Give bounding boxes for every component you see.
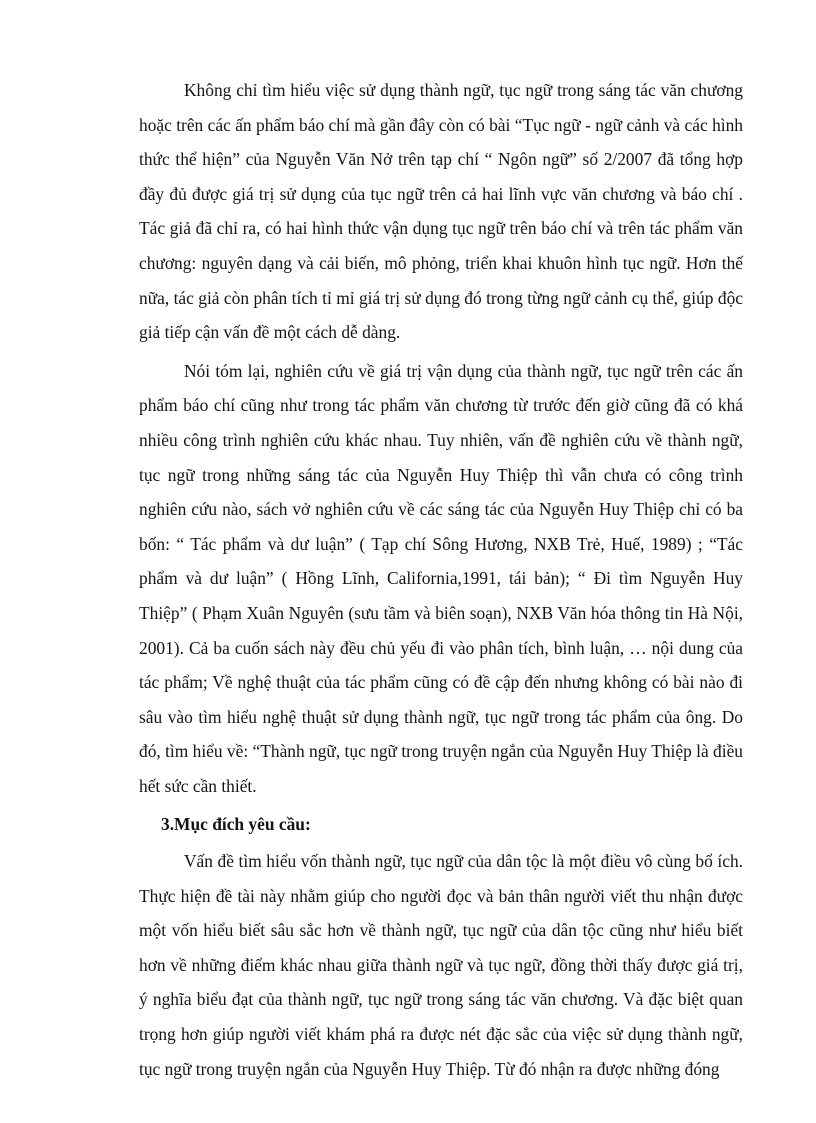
document-body	[139, 73, 743, 1090]
section-heading-purpose: 3.Mục đích yêu cầu:	[161, 814, 311, 835]
paragraph-summary: Nói tóm lại, nghiên cứu về giá trị vận dụng của thành ngữ, tục ngữ trên các ấn phẩm báo chí cũng như trong tác phẩm văn chương từ trước đến giờ cũng đã có khá nhiều công trình nghiên cứu khác nhau. Tuy nhiên, vấn đề nghiên cứu về thành ngữ, tục ngữ trong những sáng tác của Nguyễn Huy Thiệp thì vẫn chưa có công trình nghiên cứu nào, sách vở nghiên cứu về các sáng tác của Nguyễn Huy Thiệp chỉ có ba bốn: “ Tác phẩm và dư luận” ( Tạp chí Sông Hương, NXB Trẻ, Huế, 1989) ; “Tác phẩm và dư luận” ( Hồng Lĩnh, California,1991, tái bản); “ Đi tìm Nguyễn Huy Thiệp” ( Phạm Xuân Nguyên (sưu tầm và biên soạn), NXB Văn hóa thông tin Hà Nội, 2001). Cả ba cuốn sách này đều chủ yếu đi vào phân tích, bình luận, … nội dung của tác phẩm; Về nghệ thuật của tác phẩm cũng có đề cập đến nhưng không có bài nào đi sâu vào tìm hiểu nghệ thuật sử dụng thành ngữ, tục ngữ trong tác phẩm của ông. Do đó, tìm hiểu về: “Thành ngữ, tục ngữ trong truyện ngắn của Nguyễn Huy Thiệp là điều hết sức cần thiết.	[139, 360, 743, 796]
paragraph-related-research: Không chỉ tìm hiểu việc sử dụng thành ngữ, tục ngữ trong sáng tác văn chương hoặc trên các ấn phẩm báo chí mà gần đây còn có bài “Tục ngữ - ngữ cảnh và các hình thức thể hiện” của Nguyễn Văn Nở trên tạp chí “ Ngôn ngữ” số 2/2007 đã tổng hợp đầy đủ được giá trị sử dụng của tục ngữ trên cả hai lĩnh vực văn chương và báo chí . Tác giả đã chỉ ra, có hai hình thức vận dụng tục ngữ trên báo chí và trên tác phẩm văn chương: nguyên dạng và cải biến, mô phỏng, triển khai khuôn hình tục ngữ. Hơn thế nữa, tác giả còn phân tích tỉ mỉ giá trị sử dụng đó trong từng ngữ cảnh cụ thể, giúp độc giả tiếp cận vấn đề một cách dễ dàng.	[139, 80, 743, 343]
paragraph-purpose: Vấn đề tìm hiểu vốn thành ngữ, tục ngữ của dân tộc là một điều vô cùng bổ ích. Thực hiện đề tài này nhằm giúp cho người đọc và bản thân người viết thu nhận được một vốn hiểu biết sâu sắc hơn về thành ngữ, tục ngữ của dân tộc cũng như hiểu biết hơn về những điểm khác nhau giữa thành ngữ và tục ngữ, đồng thời thấy được giá trị, ý nghĩa biểu đạt của thành ngữ, tục ngữ trong sáng tác văn chương. Và đặc biệt quan trọng hơn giúp người viết khám phá ra được nét đặc sắc của việc sử dụng thành ngữ, tục ngữ trong truyện ngắn của Nguyễn Huy Thiệp. Từ đó nhận ra được những đóng	[139, 851, 743, 1079]
